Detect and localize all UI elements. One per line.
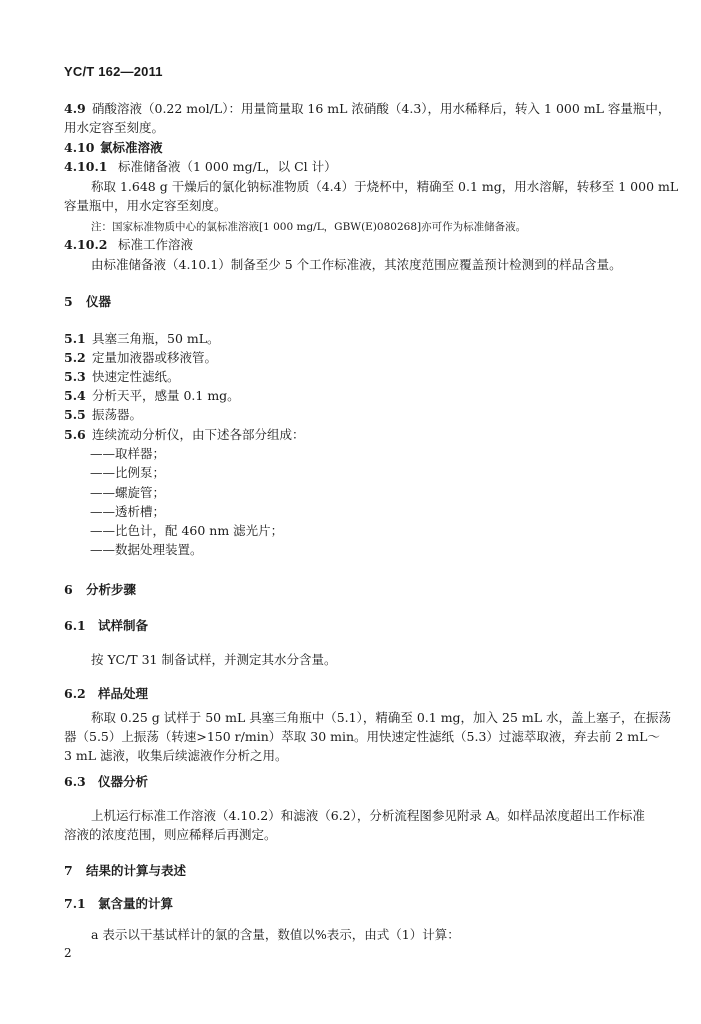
clause-text: 标准工作溶液 [118, 237, 194, 252]
list-item: ——透析槽； [90, 504, 166, 519]
clause-5-6 [64, 427, 305, 443]
section-5-heading [64, 294, 111, 310]
clause-4-9 [64, 101, 670, 117]
clause-text: 氯含量的计算 [98, 896, 174, 911]
clause-number: 4.10.1 [64, 159, 108, 174]
clause-7-1 [64, 896, 173, 912]
clause-5-3 [64, 369, 180, 385]
page-number: 2 [64, 946, 72, 960]
clause-number: 6.1 [64, 618, 86, 633]
clause-4-9-cont: 用水定容至刻度。 [64, 120, 165, 135]
clause-text: 具塞三角瓶，50 mL。 [92, 331, 220, 346]
clause-4-10-1 [64, 159, 337, 175]
section-number: 6 [64, 582, 73, 597]
section-6-heading [64, 582, 136, 598]
clause-4-10-2 [64, 237, 193, 253]
clause-number: 5.5 [64, 407, 86, 422]
section-title: 仪器 [86, 294, 112, 309]
clause-number: 5.1 [64, 331, 86, 346]
note-line: 注：国家标准物质中心的氯标准溶液[1 000 mg/L，GBW(E)080268]亦可作为标准储备液。 [91, 221, 527, 233]
clause-6-3 [64, 774, 148, 790]
paragraph-line: 称取 1.648 g 干燥后的氯化钠标准物质（4.4）于烧杯中，精确至 0.1 mg，用水溶解，转移至 1 000 mL [91, 179, 679, 194]
clause-number: 5.4 [64, 388, 86, 403]
clause-text: 试样制备 [98, 618, 149, 633]
paragraph-line: 容量瓶中，用水定容至刻度。 [64, 198, 227, 213]
clause-5-5 [64, 407, 142, 423]
clause-number: 6.2 [64, 686, 86, 701]
clause-5-4 [64, 388, 240, 404]
list-item: ——取样器； [90, 446, 166, 461]
paragraph-line: 器（5.5）上振荡（转速>150 r/min）萃取 30 min。用快速定性滤纸（5.3）过滤萃取液，弃去前 2 mL～ [64, 729, 660, 744]
section-title: 结果的计算与表述 [86, 863, 187, 878]
clause-number: 7.1 [64, 896, 86, 911]
paragraph-line: 称取 0.25 g 试样于 50 mL 具塞三角瓶中（5.1），精确至 0.1 mg，加入 25 mL 水，盖上塞子，在振荡 [91, 710, 672, 725]
clause-text: 定量加液器或移液管。 [92, 350, 218, 365]
paragraph-line: 3 mL 滤液，收集后续滤液作分析之用。 [64, 748, 288, 763]
clause-text: 振荡器。 [92, 407, 143, 422]
paragraph-line: 由标准储备液（4.10.1）制备至少 5 个工作标准液，其浓度范围应覆盖预计检测到的样品含量。 [91, 257, 622, 272]
clause-number: 4.10 [64, 140, 95, 155]
clause-number: 5.3 [64, 369, 86, 384]
paragraph-line: a 表示以干基试样计的氯的含量，数值以%表示，由式（1）计算： [91, 927, 460, 942]
section-7-heading [64, 863, 186, 879]
section-number: 5 [64, 294, 73, 309]
clause-number: 5.2 [64, 350, 86, 365]
paragraph-line: 按 YC/T 31 制备试样，并测定其水分含量。 [91, 652, 337, 667]
section-title: 分析步骤 [86, 582, 137, 597]
paragraph-line: 上机运行标准工作溶液（4.10.2）和滤液（6.2），分析流程图参见附录 A。如样品浓度超出工作标准 [91, 808, 645, 823]
clause-6-2 [64, 686, 148, 702]
clause-number: 6.3 [64, 774, 86, 789]
clause-6-1 [64, 618, 148, 634]
clause-text: 分析天平，感量 0.1 mg。 [92, 388, 240, 403]
clause-text: 仪器分析 [98, 774, 149, 789]
clause-text: 硝酸溶液（0.22 mol/L）：用量筒量取 16 mL 浓硝酸（4.3），用水稀释后，转入 1 000 mL 容量瓶中， [92, 101, 671, 116]
clause-text: 连续流动分析仪，由下述各部分组成： [92, 427, 305, 442]
clause-text: 快速定性滤纸。 [92, 369, 180, 384]
clause-text: 标准储备液（1 000 mg/L，以 Cl 计） [118, 159, 337, 174]
clause-number: 4.9 [64, 101, 86, 116]
clause-4-10 [64, 140, 163, 156]
list-item: ——比色计，配 460 nm 滤光片； [90, 523, 284, 538]
clause-5-2 [64, 350, 217, 366]
list-item: ——螺旋管； [90, 485, 166, 500]
list-item: ——比例泵； [90, 465, 166, 480]
list-item: ——数据处理装置。 [90, 542, 203, 557]
clause-number: 5.6 [64, 427, 86, 442]
clause-text: 氯标准溶液 [100, 140, 163, 155]
standard-header: YC/T 162—2011 [64, 64, 163, 79]
paragraph-line: 溶液的浓度范围，则应稀释后再测定。 [64, 827, 277, 842]
section-number: 7 [64, 863, 73, 878]
clause-5-1 [64, 331, 220, 347]
clause-number: 4.10.2 [64, 237, 108, 252]
clause-text: 样品处理 [98, 686, 149, 701]
